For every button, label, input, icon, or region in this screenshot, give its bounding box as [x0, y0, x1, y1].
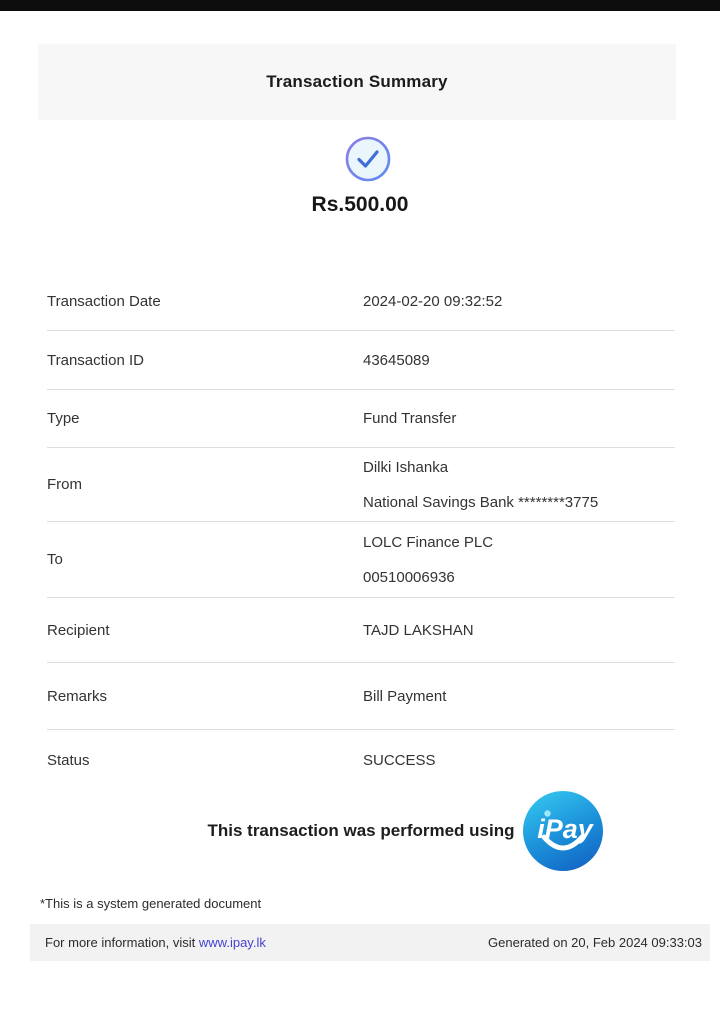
row-value: 43645089: [363, 351, 430, 369]
details-table: [47, 273, 675, 790]
footer-bar: [30, 924, 710, 961]
row-value: Bill Payment: [363, 687, 447, 705]
row-value: [363, 450, 598, 520]
performed-using-line: [45, 790, 720, 872]
check-circle-icon: [344, 135, 392, 183]
ipay-logo-text: iPay: [536, 814, 593, 844]
row-label: Remarks: [47, 687, 108, 705]
generated-timestamp: Generated on 20, Feb 2024 09:33:03: [488, 935, 702, 950]
row-label: From: [47, 476, 82, 493]
row-value-line: National Savings Bank ********3775: [363, 493, 599, 511]
row-label: Transaction Date: [47, 293, 161, 310]
row-label: Type: [47, 410, 80, 427]
ipay-logo: [523, 791, 603, 871]
row-label: To: [47, 551, 63, 568]
row-from: [47, 448, 675, 522]
row-recipient: [47, 598, 675, 663]
row-status: [47, 730, 675, 790]
row-transaction-date: [47, 273, 675, 331]
row-value: [363, 525, 493, 595]
row-value-line: 00510006936: [363, 568, 455, 586]
row-to: [47, 522, 675, 598]
ipay-website-link[interactable]: www.ipay.lk: [198, 935, 266, 950]
row-value: TAJD LAKSHAN: [363, 621, 474, 639]
top-black-bar: [0, 0, 720, 11]
status-section: [0, 135, 720, 217]
row-type: [47, 390, 675, 448]
row-value: 2024-02-20 09:32:52: [363, 293, 503, 310]
row-transaction-id: [47, 331, 675, 390]
row-value-line: LOLC Finance PLC: [363, 533, 494, 551]
status-value: SUCCESS: [363, 751, 436, 769]
footer-info: [45, 935, 266, 950]
row-label: Status: [47, 751, 90, 769]
system-generated-note: *This is a system generated document: [40, 896, 262, 911]
row-label: Recipient: [47, 621, 110, 639]
row-value-line: Dilki Ishanka: [363, 458, 449, 476]
performed-using-text: This transaction was performed using: [207, 821, 515, 840]
row-remarks: [47, 663, 675, 730]
row-label: Transaction ID: [47, 351, 144, 369]
footer-info-text: For more information, visit: [45, 935, 196, 950]
receipt-header: [38, 44, 676, 120]
row-value: Fund Transfer: [363, 410, 457, 427]
page-title: Transaction Summary: [266, 72, 448, 91]
transaction-amount: Rs.500.00: [311, 193, 409, 216]
